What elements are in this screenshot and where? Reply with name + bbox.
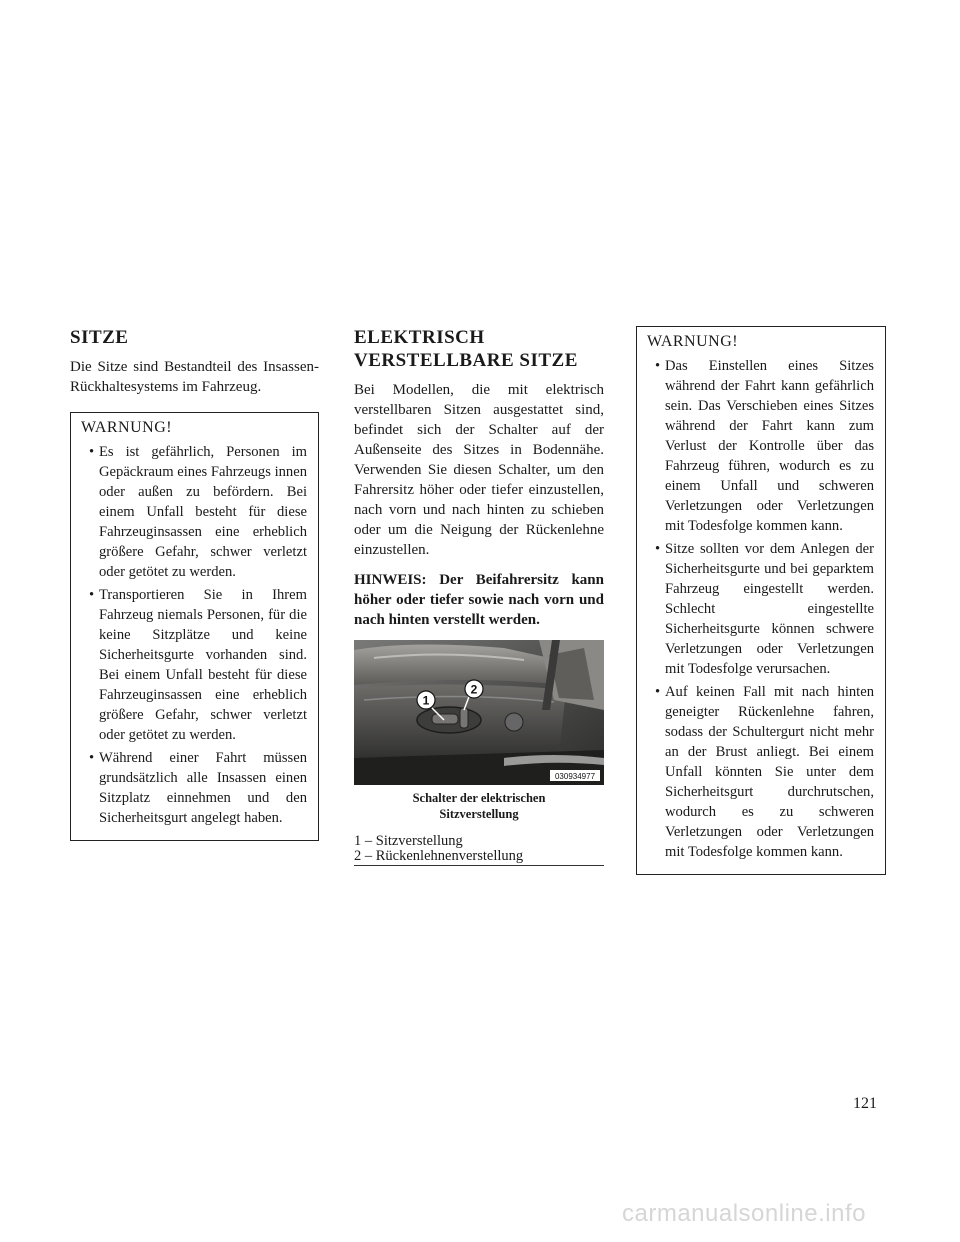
seat-switch-photo — [354, 640, 604, 785]
watermark: carmanualsonline.info — [622, 1200, 866, 1227]
warning-item: • Sitze sollten vor dem Anlegen der Sicherheitsgurte und bei geparktem Fahrzeug eingestellt werden. Schlecht eingestellte Sicherheitsgurte können schwere Verletzungen oder Verletzungen mit Todesfolge verursachen. — [655, 541, 874, 677]
warning-title: WARNUNG! — [647, 333, 739, 350]
legend-item: 1 – Sitzverstellung — [354, 833, 463, 849]
warning-item: • Das Einstellen eines Sitzes während der Fahrt kann gefährlich sein. Das Verschieben eines Sitzes während der Fahrt kann zum Verlust der Kontrolle über das Fahrzeug führen, wodurch es zu einem Unfall und schweren Verletzungen oder Verletzungen mit Todesfolge kommen kann. — [655, 358, 874, 534]
bullet-icon: • — [655, 541, 661, 557]
left-column — [70, 326, 319, 841]
warning-box-right — [636, 326, 886, 875]
middle-column — [354, 326, 604, 866]
legend-item: 2 – Rückenlehnenverstellung — [354, 848, 524, 864]
warning-list — [647, 356, 874, 862]
warning-item: • Auf keinen Fall mit nach hinten geneigter Rückenlehne fahren, sodass der Schultergurt nicht mehr an der Brust anliegt. Bei einem Unfall könnten Sie unter dem Sicherheitsgurt durchrutschen, wodurch es zu schweren Verletzungen oder Verletzungen mit Todesfolge kommen kann. — [655, 684, 874, 860]
warning-item: • Transportieren Sie in Ihrem Fahrzeug niemals Personen, für die keine Sitzplätze und keine Sicherheitsgurte vorhanden sind. Bei einem Unfall besteht für diese Fahrzeuginsassen eine erheblich größere Gefahr, schwer verletzt oder getötet zu werden. — [89, 587, 307, 743]
seat-switch-illustration — [354, 640, 604, 785]
intro-paragraph: Die Sitze sind Bestandteil des Insassen-Rückhaltesystems im Fahrzeug. — [70, 359, 319, 395]
section-heading-sitze: SITZE — [70, 327, 129, 348]
warning-box-left — [70, 412, 319, 841]
warning-item: • Während einer Fahrt müssen grundsätzlich alle Insassen einen Sitzplatz einnehmen und den Sicherheitsgurt angelegt haben. — [89, 750, 307, 826]
bullet-icon: • — [655, 684, 661, 700]
callout-1: 1 — [422, 693, 430, 708]
warning-title: WARNUNG! — [81, 419, 173, 436]
note-paragraph: HINWEIS: Der Beifahrersitz kann höher oder tiefer sowie nach vorn und nach hinten verstellt werden. — [354, 572, 604, 628]
bullet-icon: • — [89, 587, 95, 603]
bullet-icon: • — [89, 444, 95, 460]
page-number: 121 — [853, 1095, 877, 1112]
warning-list — [81, 442, 307, 828]
figure-legend — [354, 834, 604, 866]
figure-code: 030934977 — [554, 772, 596, 781]
callout-2: 2 — [470, 682, 478, 697]
section-heading-elektrisch: ELEKTRISCH VERSTELLBARE SITZE — [354, 327, 578, 371]
figure-caption: Schalter der elektrischen Sitzverstellung — [412, 791, 546, 821]
bullet-icon: • — [89, 750, 95, 766]
bullet-icon: • — [655, 358, 661, 374]
warning-item: • Es ist gefährlich, Personen im Gepäckraum eines Fahrzeugs innen oder außen zu befördern. Bei einem Unfall besteht für diese Fahrzeuginsassen eine erheblich größere Gefahr, schwer verletzt oder getötet zu werden. — [89, 444, 307, 580]
body-paragraph: Bei Modellen, die mit elektrisch verstellbaren Sitzen ausgestattet sind, befindet sich der Schalter auf der Außenseite des Sitzes in Bodennähe. Verwenden Sie diesen Schalter, um den Fahrersitz höher oder tiefer einzustellen, nach vorn und nach hinten zu schieben oder um die Neigung der Rückenlehne einzustellen. — [354, 382, 604, 558]
right-column — [636, 326, 886, 875]
